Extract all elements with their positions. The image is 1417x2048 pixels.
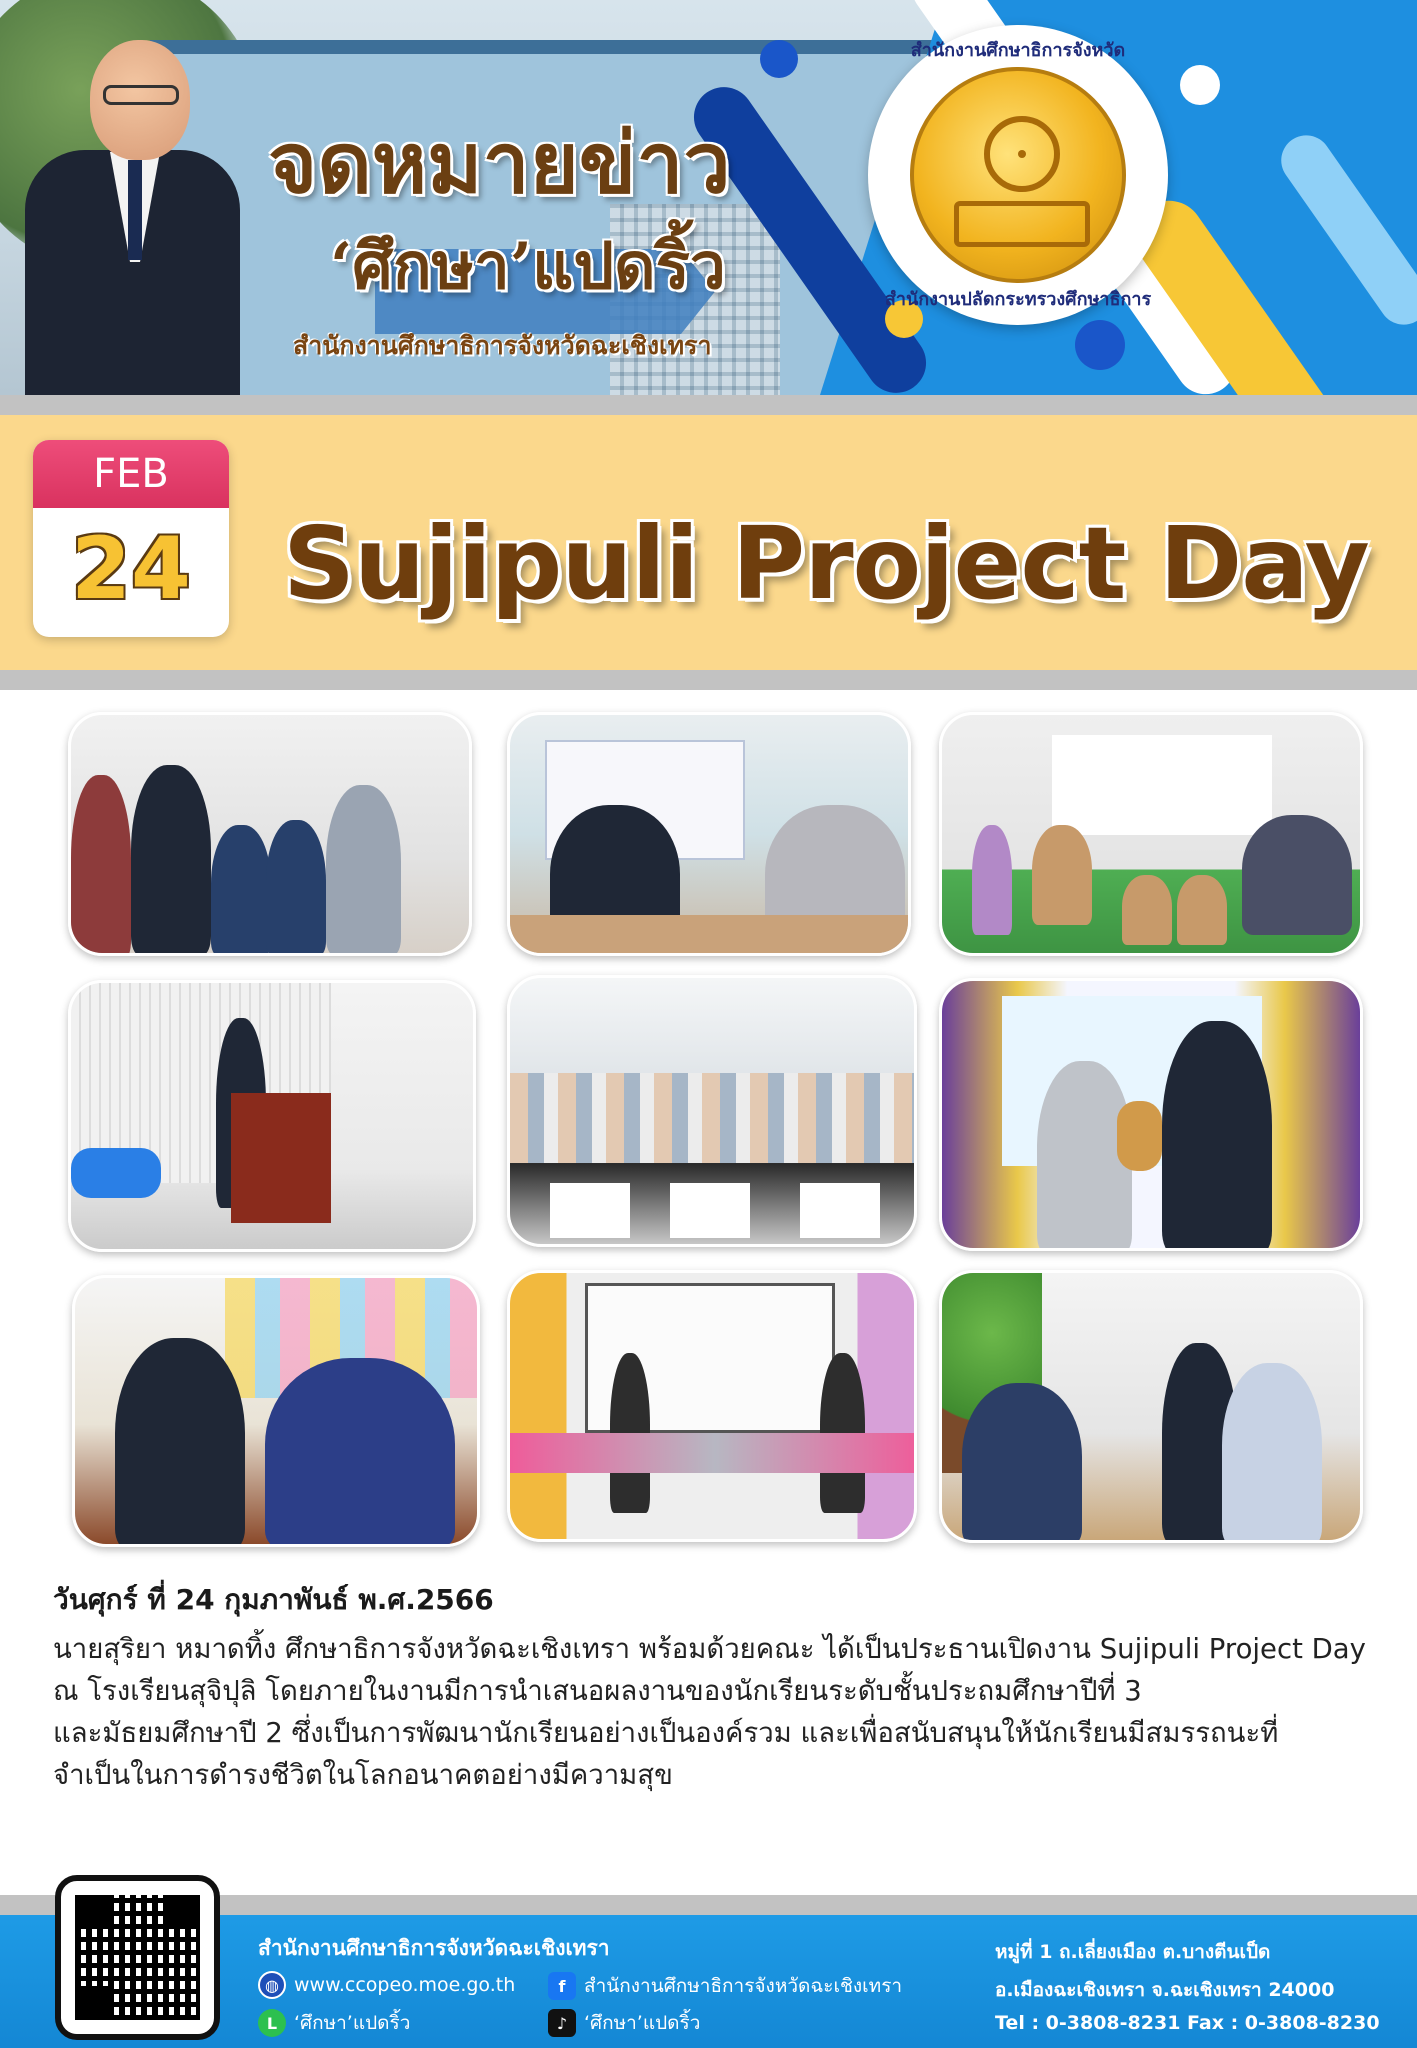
tiktok-icon: ♪ [548,2009,576,2037]
footer-line-text: ‘ศึกษา’แปดริ้ว [294,2012,411,2034]
article-line: นายสุริยา หมาดทิ้ง ศึกษาธิการจังหวัดฉะเชิงเทรา พร้อมด้วยคณะ ได้เป็นประธานเปิดงาน Sujipuli Project Day [53,1633,1366,1665]
article-line: ณ โรงเรียนสุจิปุลิ โดยภายในงานมีการนำเสนอผลงานของนักเรียนระดับชั้นประถมศึกษาปีที่ 3 [53,1675,1142,1707]
photo-white-table [670,1183,750,1238]
photo-figure [266,820,326,955]
photo-table [510,915,911,956]
decor-dot [1180,65,1220,105]
footer-tiktok-text: ‘ศึกษา’แปดริ้ว [584,2012,701,2034]
photo-white-table [800,1183,880,1238]
decor-dot [1075,320,1125,370]
footer-address-line1: หมู่ที่ 1 ถ.เลี่ยงเมือง ต.บางตีนเป็ด [995,1941,1271,1963]
portrait-glasses [103,85,179,105]
newsletter-subtitle: สำนักงานศึกษาธิการจังหวัดฉะเชิงเทรา [293,331,712,360]
photo-figure [972,825,1012,935]
photo-white-table [550,1183,630,1238]
footer-line[interactable] [258,2008,410,2038]
qr-code-pattern [75,1895,200,2020]
photo-bear-mascot [1177,875,1227,945]
photo-figure [115,1338,245,1547]
photo-meeting-table [507,712,911,956]
article-date: วันศุกร์ ที่ 24 กุมภาพันธ์ พ.ศ.2566 [53,1583,494,1616]
photo-figure [1162,1021,1272,1251]
photo-figure [265,1358,455,1547]
photo-figure [71,775,131,956]
footer-address-line2: อ.เมืองฉะเชิงเทรา จ.ฉะเชิงเทรา 24000 [995,1979,1335,2001]
photo-audience-hall [507,975,917,1247]
photo-figure [211,825,271,955]
photo-teachers-classroom [72,1275,480,1547]
photo-figure [1222,1363,1322,1543]
article-line: และมัธยมศึกษาปี 2 ซึ่งเป็นการพัฒนานักเรียนอย่างเป็นองค์รวม และเพื่อสนับสนุนให้นักเรียนมีสมรรถนะที่ [53,1717,1279,1749]
footer-facebook[interactable] [548,1971,902,2001]
calendar-day: 24 [71,519,191,619]
photo-student-presentation [507,1270,917,1542]
photo-figure [131,765,211,955]
seal-emblem [910,67,1126,283]
facebook-icon: f [548,1972,576,2000]
photo-sujipuli-school-group [939,712,1363,956]
dharma-wheel-icon [984,116,1060,192]
newsletter-title: จดหมายข่าว [268,113,731,212]
footer-facebook-text: สำนักงานศึกษาธิการจังหวัดฉะเชิงเทรา [584,1975,903,1997]
photo-blue-chair [71,1148,161,1198]
photo-stage-drape [510,1433,917,1473]
photo-students-greeting [68,712,472,956]
footer-website-text: www.ccopeo.moe.go.th [294,1974,516,1996]
globe-icon: ◍ [258,1971,286,1999]
photo-project-day-gift [939,978,1363,1251]
article-body [53,1628,1373,1796]
photo-speech-podium [68,980,476,1252]
footer-organization: สำนักงานศึกษาธิการจังหวัดฉะเชิงเทรา [258,1936,610,1960]
photo-figure [326,785,401,955]
article-line: จำเป็นในการดำรงชีวิตในโลกอนาคตอย่างมีความสุข [53,1759,673,1791]
photo-classroom-visit [939,1270,1363,1543]
photo-school-sign [1052,735,1272,835]
calendar-date-badge [33,440,229,637]
portrait-tie [128,160,142,260]
footer-phone: Tel : 0-3808-8231 Fax : 0-3808-8230 [995,2012,1380,2034]
photo-audience-crowd [510,1073,917,1163]
photo-bear-mascot [1122,875,1172,945]
photo-figure [1242,815,1352,935]
seal-text-bottom: สำนักงานปลัดกระทรวงศึกษาธิการ [884,289,1152,310]
seal-text-top: สำนักงานศึกษาธิการจังหวัด [910,40,1126,61]
newsletter-header [0,0,1417,395]
seal-base-icon [954,201,1090,247]
qr-code[interactable] [55,1875,220,2040]
photo-bear-mascot [1032,825,1092,925]
ministry-seal-logo [868,25,1168,325]
line-app-icon: L [258,2009,286,2037]
decor-dot [760,40,798,78]
footer-tiktok[interactable] [548,2008,700,2038]
photo-figure [962,1383,1082,1543]
footer-website[interactable] [258,1971,515,1999]
event-title: Sujipuli Project Day [283,505,1369,622]
newsletter-title-line2: ‘ศึกษา’แปดริ้ว [330,229,726,304]
photo-gift-doll [1117,1101,1162,1171]
calendar-month: FEB [33,440,229,508]
official-portrait [25,30,240,395]
photo-podium [231,1093,331,1223]
